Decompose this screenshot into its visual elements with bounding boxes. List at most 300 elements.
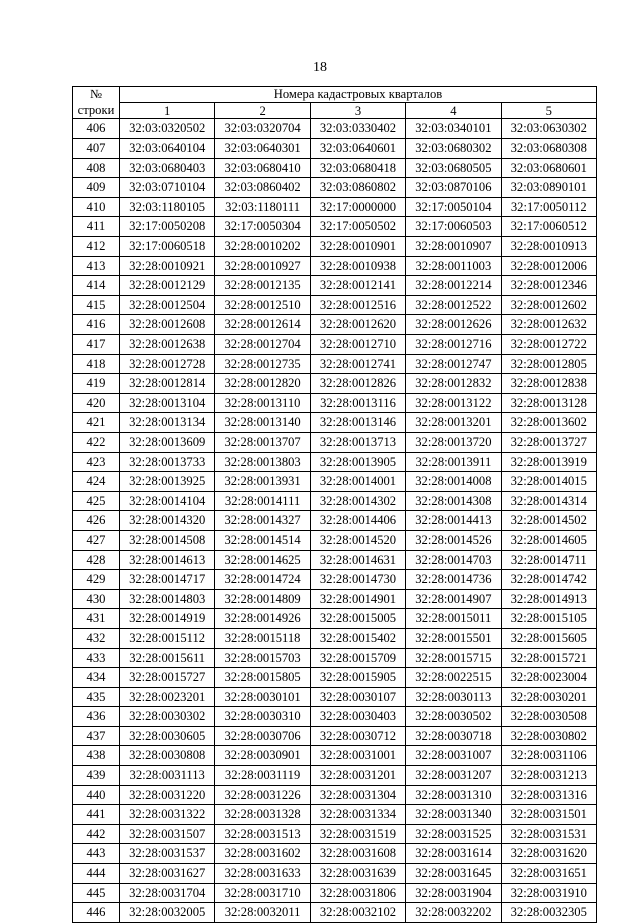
table-row [73,668,597,688]
cadastral-number-cell: 32:28:0031507 [120,824,215,844]
cadastral-number-cell: 32:28:0031537 [120,844,215,864]
column-number-4: 4 [406,103,501,119]
cadastral-number-cell: 32:28:0030802 [501,726,596,746]
cadastral-number-cell: 32:28:0031531 [501,824,596,844]
cadastral-number-cell: 32:28:0014320 [120,511,215,531]
cadastral-number-cell: 32:28:0013803 [215,452,310,472]
row-number: 413 [73,256,120,276]
cadastral-number-cell: 32:03:1180111 [215,197,310,217]
cadastral-number-cell: 32:28:0015721 [501,648,596,668]
row-number: 428 [73,550,120,570]
cadastral-number-cell: 32:28:0014327 [215,511,310,531]
cadastral-number-cell: 32:28:0030201 [501,687,596,707]
cadastral-number-cell: 32:28:0013128 [501,393,596,413]
cadastral-number-cell: 32:28:0015105 [501,609,596,629]
cadastral-number-cell: 32:28:0013931 [215,472,310,492]
cadastral-number-cell: 32:28:0014605 [501,530,596,550]
row-number: 444 [73,864,120,884]
row-number: 432 [73,628,120,648]
table-row [73,393,597,413]
row-number: 436 [73,707,120,727]
cadastral-number-cell: 32:17:0050304 [215,217,310,237]
cadastral-number-cell: 32:28:0014717 [120,570,215,590]
cadastral-number-cell: 32:28:0015805 [215,668,310,688]
cadastral-number-cell: 32:03:1180105 [120,197,215,217]
cadastral-number-cell: 32:03:0640601 [310,139,405,159]
cadastral-number-cell: 32:28:0031113 [120,766,215,786]
cadastral-number-cell: 32:28:0031106 [501,746,596,766]
row-number: 417 [73,335,120,355]
cadastral-number-cell: 32:28:0014308 [406,491,501,511]
table-row [73,844,597,864]
row-number: 429 [73,570,120,590]
cadastral-number-cell: 32:28:0031904 [406,883,501,903]
cadastral-number-cell: 32:17:0050104 [406,197,501,217]
cadastral-number-cell: 32:28:0014111 [215,491,310,511]
cadastral-number-cell: 32:28:0014008 [406,472,501,492]
cadastral-number-cell: 32:28:0015703 [215,648,310,668]
cadastral-number-cell: 32:28:0014526 [406,530,501,550]
cadastral-number-cell: 32:28:0012632 [501,315,596,335]
cadastral-number-cell: 32:28:0031614 [406,844,501,864]
row-number: 422 [73,432,120,452]
cadastral-number-cell: 32:28:0014015 [501,472,596,492]
column-number-5: 5 [501,103,596,119]
cadastral-number-cell: 32:17:0000000 [310,197,405,217]
table-row [73,158,597,178]
table-row [73,805,597,825]
cadastral-number-cell: 32:28:0031328 [215,805,310,825]
table-row [73,413,597,433]
cadastral-number-cell: 32:28:0031007 [406,746,501,766]
cadastral-number-cell: 32:28:0012626 [406,315,501,335]
cadastral-number-cell: 32:28:0010907 [406,237,501,257]
cadastral-number-cell: 32:28:0011003 [406,256,501,276]
table-row [73,766,597,786]
cadastral-number-cell: 32:28:0013919 [501,452,596,472]
cadastral-number-cell: 32:28:0031710 [215,883,310,903]
cadastral-number-cell: 32:28:0022515 [406,668,501,688]
cadastral-number-cell: 32:03:0640104 [120,139,215,159]
cadastral-quarters-table [72,86,597,923]
table-row [73,119,597,139]
cadastral-number-cell: 32:28:0031513 [215,824,310,844]
cadastral-number-cell: 32:28:0012704 [215,335,310,355]
cadastral-number-cell: 32:28:0031704 [120,883,215,903]
table-row [73,589,597,609]
table-row [73,197,597,217]
cadastral-number-cell: 32:28:0014625 [215,550,310,570]
cadastral-number-cell: 32:28:0014502 [501,511,596,531]
row-number: 446 [73,903,120,923]
table-row [73,335,597,355]
row-number: 440 [73,785,120,805]
cadastral-number-cell: 32:28:0032202 [406,903,501,923]
cadastral-number-cell: 32:28:0015402 [310,628,405,648]
row-number: 424 [73,472,120,492]
row-number: 409 [73,178,120,198]
cadastral-number-cell: 32:03:0630302 [501,119,596,139]
cadastral-number-cell: 32:28:0012620 [310,315,405,335]
table-row [73,256,597,276]
cadastral-number-cell: 32:28:0032011 [215,903,310,923]
cadastral-number-cell: 32:28:0014613 [120,550,215,570]
cadastral-number-cell: 32:28:0015112 [120,628,215,648]
row-number: 407 [73,139,120,159]
cadastral-number-cell: 32:28:0031806 [310,883,405,903]
cadastral-number-cell: 32:28:0031340 [406,805,501,825]
cadastral-number-cell: 32:28:0012608 [120,315,215,335]
cadastral-number-cell: 32:28:0014520 [310,530,405,550]
row-number: 434 [73,668,120,688]
cadastral-number-cell: 32:28:0030107 [310,687,405,707]
cadastral-number-cell: 32:28:0030706 [215,726,310,746]
cadastral-number-cell: 32:28:0015501 [406,628,501,648]
row-number: 445 [73,883,120,903]
cadastral-number-cell: 32:03:0330402 [310,119,405,139]
row-number: 420 [73,393,120,413]
row-number: 412 [73,237,120,257]
table-row [73,883,597,903]
table-row [73,609,597,629]
cadastral-number-cell: 32:28:0031519 [310,824,405,844]
table-row [73,530,597,550]
cadastral-number-cell: 32:28:0015005 [310,609,405,629]
row-number: 426 [73,511,120,531]
cadastral-number-cell: 32:28:0015011 [406,609,501,629]
cadastral-number-cell: 32:28:0014314 [501,491,596,511]
cadastral-number-cell: 32:28:0031213 [501,766,596,786]
column-number-row [73,103,597,119]
table-row [73,139,597,159]
cadastral-number-cell: 32:17:0050502 [310,217,405,237]
cadastral-number-cell: 32:28:0014711 [501,550,596,570]
table-row [73,452,597,472]
cadastral-number-cell: 32:28:0014926 [215,609,310,629]
table-row [73,687,597,707]
cadastral-number-cell: 32:28:0013134 [120,413,215,433]
cadastral-number-cell: 32:28:0015118 [215,628,310,648]
table-row [73,903,597,923]
row-number: 421 [73,413,120,433]
cadastral-number-cell: 32:28:0015605 [501,628,596,648]
cadastral-number-cell: 32:28:0031525 [406,824,501,844]
cadastral-number-cell: 32:28:0030718 [406,726,501,746]
table-row [73,295,597,315]
cadastral-number-cell: 32:28:0014631 [310,550,405,570]
cadastral-number-cell: 32:28:0031602 [215,844,310,864]
cadastral-number-cell: 32:28:0012614 [215,315,310,335]
row-number: 427 [73,530,120,550]
cadastral-number-cell: 32:28:0012838 [501,374,596,394]
cadastral-number-cell: 32:28:0032305 [501,903,596,923]
cadastral-number-cell: 32:03:0860402 [215,178,310,198]
cadastral-number-cell: 32:28:0030502 [406,707,501,727]
cadastral-number-cell: 32:03:0680308 [501,139,596,159]
row-number: 425 [73,491,120,511]
cadastral-number-cell: 32:17:0060518 [120,237,215,257]
cadastral-number-cell: 32:28:0012805 [501,354,596,374]
cadastral-number-cell: 32:28:0013104 [120,393,215,413]
cadastral-number-cell: 32:28:0031334 [310,805,405,825]
cadastral-number-cell: 32:28:0030101 [215,687,310,707]
cadastral-number-cell: 32:28:0012214 [406,276,501,296]
cadastral-number-cell: 32:28:0012722 [501,335,596,355]
cadastral-number-cell: 32:03:0680403 [120,158,215,178]
cadastral-number-cell: 32:28:0015715 [406,648,501,668]
cadastral-number-cell: 32:28:0013116 [310,393,405,413]
cadastral-number-cell: 32:17:0050208 [120,217,215,237]
number-symbol: № [89,87,103,101]
cadastral-number-cell: 32:17:0050112 [501,197,596,217]
cadastral-number-cell: 32:03:0680601 [501,158,596,178]
table-row [73,570,597,590]
cadastral-number-cell: 32:28:0010913 [501,237,596,257]
cadastral-number-cell: 32:28:0030901 [215,746,310,766]
cadastral-number-cell: 32:28:0012504 [120,295,215,315]
table-row [73,374,597,394]
cadastral-number-cell: 32:28:0012141 [310,276,405,296]
column-number-3: 3 [310,103,405,119]
cadastral-number-cell: 32:28:0013713 [310,432,405,452]
cadastral-number-cell: 32:03:0710104 [120,178,215,198]
cadastral-number-cell: 32:28:0031001 [310,746,405,766]
cadastral-number-cell: 32:28:0032102 [310,903,405,923]
table-row [73,511,597,531]
row-number-header [73,87,120,119]
cadastral-number-cell: 32:28:0015905 [310,668,405,688]
row-number: 438 [73,746,120,766]
cadastral-number-cell: 32:28:0015727 [120,668,215,688]
column-number-1: 1 [120,103,215,119]
cadastral-number-cell: 32:28:0014514 [215,530,310,550]
cadastral-number-cell: 32:28:0014907 [406,589,501,609]
row-number: 408 [73,158,120,178]
cadastral-number-cell: 32:28:0014730 [310,570,405,590]
cadastral-number-cell: 32:28:0010202 [215,237,310,257]
cadastral-number-cell: 32:28:0010921 [120,256,215,276]
cadastral-number-cell: 32:28:0012747 [406,354,501,374]
row-number: 418 [73,354,120,374]
cadastral-number-cell: 32:28:0014913 [501,589,596,609]
cadastral-number-cell: 32:28:0031608 [310,844,405,864]
row-number: 437 [73,726,120,746]
cadastral-number-cell: 32:28:0012814 [120,374,215,394]
cadastral-number-cell: 32:28:0014302 [310,491,405,511]
cadastral-number-cell: 32:28:0023004 [501,668,596,688]
group-title: Номера кадастровых кварталов [120,87,597,103]
row-number: 414 [73,276,120,296]
cadastral-number-cell: 32:28:0012826 [310,374,405,394]
cadastral-number-cell: 32:28:0010901 [310,237,405,257]
cadastral-number-cell: 32:28:0031910 [501,883,596,903]
table-row [73,178,597,198]
row-number: 416 [73,315,120,335]
row-number: 423 [73,452,120,472]
cadastral-number-cell: 32:28:0012638 [120,335,215,355]
cadastral-number-cell: 32:28:0031201 [310,766,405,786]
table-body [73,119,597,922]
cadastral-number-cell: 32:28:0014406 [310,511,405,531]
cadastral-number-cell: 32:28:0031226 [215,785,310,805]
table-row [73,550,597,570]
cadastral-number-cell: 32:28:0012129 [120,276,215,296]
cadastral-number-cell: 32:28:0013911 [406,452,501,472]
cadastral-number-cell: 32:28:0013925 [120,472,215,492]
cadastral-number-cell: 32:17:0060512 [501,217,596,237]
cadastral-number-cell: 32:28:0010927 [215,256,310,276]
cadastral-number-cell: 32:28:0012346 [501,276,596,296]
cadastral-number-cell: 32:28:0013110 [215,393,310,413]
cadastral-number-cell: 32:03:0320704 [215,119,310,139]
cadastral-number-cell: 32:03:0860802 [310,178,405,198]
row-number: 410 [73,197,120,217]
cadastral-number-cell: 32:03:0890101 [501,178,596,198]
cadastral-number-cell: 32:28:0031322 [120,805,215,825]
table-row [73,432,597,452]
cadastral-number-cell: 32:28:0014919 [120,609,215,629]
cadastral-number-cell: 32:28:0014901 [310,589,405,609]
row-number: 430 [73,589,120,609]
cadastral-number-cell: 32:28:0014104 [120,491,215,511]
row-number: 419 [73,374,120,394]
cadastral-number-cell: 32:28:0013140 [215,413,310,433]
table-row [73,354,597,374]
cadastral-number-cell: 32:17:0060503 [406,217,501,237]
cadastral-number-cell: 32:28:0015611 [120,648,215,668]
table-row [73,237,597,257]
row-number: 431 [73,609,120,629]
cadastral-number-cell: 32:03:0340101 [406,119,501,139]
row-label: строки [77,102,115,117]
cadastral-number-cell: 32:03:0680302 [406,139,501,159]
row-number: 406 [73,119,120,139]
cadastral-number-cell: 32:28:0030605 [120,726,215,746]
table-row [73,491,597,511]
page-number: 18 [313,60,327,75]
cadastral-number-cell: 32:28:0010938 [310,256,405,276]
cadastral-number-cell: 32:28:0013146 [310,413,405,433]
cadastral-number-cell: 32:28:0014742 [501,570,596,590]
cadastral-number-cell: 32:28:0031633 [215,864,310,884]
cadastral-number-cell: 32:28:0031645 [406,864,501,884]
table-row [73,276,597,296]
column-number-2: 2 [215,103,310,119]
row-number: 439 [73,766,120,786]
table-row [73,785,597,805]
table-row [73,746,597,766]
table-row [73,315,597,335]
cadastral-number-cell: 32:28:0031207 [406,766,501,786]
table-row [73,217,597,237]
cadastral-number-cell: 32:28:0014736 [406,570,501,590]
cadastral-number-cell: 32:28:0013905 [310,452,405,472]
cadastral-number-cell: 32:28:0012716 [406,335,501,355]
cadastral-number-cell: 32:28:0014803 [120,589,215,609]
cadastral-number-cell: 32:28:0012728 [120,354,215,374]
cadastral-number-cell: 32:28:0031304 [310,785,405,805]
cadastral-number-cell: 32:28:0012602 [501,295,596,315]
cadastral-number-cell: 32:28:0012710 [310,335,405,355]
table-row [73,864,597,884]
cadastral-number-cell: 32:28:0012522 [406,295,501,315]
cadastral-number-cell: 32:03:0870106 [406,178,501,198]
cadastral-number-cell: 32:28:0014508 [120,530,215,550]
table-row [73,472,597,492]
cadastral-number-cell: 32:28:0013609 [120,432,215,452]
cadastral-number-cell: 32:28:0014703 [406,550,501,570]
cadastral-number-cell: 32:28:0013602 [501,413,596,433]
table-row [73,628,597,648]
table-row [73,648,597,668]
table-row [73,824,597,844]
cadastral-number-cell: 32:28:0013727 [501,432,596,452]
cadastral-number-cell: 32:28:0030403 [310,707,405,727]
cadastral-number-cell: 32:28:0013707 [215,432,310,452]
cadastral-number-cell: 32:28:0013122 [406,393,501,413]
row-number: 435 [73,687,120,707]
cadastral-number-cell: 32:28:0031501 [501,805,596,825]
cadastral-number-cell: 32:28:0012516 [310,295,405,315]
cadastral-number-cell: 32:28:0013733 [120,452,215,472]
table-row [73,726,597,746]
row-number: 433 [73,648,120,668]
cadastral-number-cell: 32:03:0680418 [310,158,405,178]
cadastral-number-cell: 32:28:0032005 [120,903,215,923]
cadastral-number-cell: 32:03:0320502 [120,119,215,139]
row-number: 415 [73,295,120,315]
cadastral-number-cell: 32:28:0012832 [406,374,501,394]
cadastral-number-cell: 32:28:0014001 [310,472,405,492]
cadastral-number-cell: 32:28:0031627 [120,864,215,884]
cadastral-number-cell: 32:28:0023201 [120,687,215,707]
row-number: 442 [73,824,120,844]
cadastral-number-cell: 32:28:0015709 [310,648,405,668]
cadastral-number-cell: 32:28:0030302 [120,707,215,727]
cadastral-number-cell: 32:28:0013720 [406,432,501,452]
cadastral-number-cell: 32:28:0030508 [501,707,596,727]
cadastral-number-cell: 32:28:0031620 [501,844,596,864]
cadastral-number-cell: 32:28:0030808 [120,746,215,766]
cadastral-number-cell: 32:28:0013201 [406,413,501,433]
cadastral-number-cell: 32:28:0031316 [501,785,596,805]
cadastral-number-cell: 32:28:0031639 [310,864,405,884]
cadastral-number-cell: 32:28:0030712 [310,726,405,746]
table-row [73,707,597,727]
cadastral-number-cell: 32:28:0014724 [215,570,310,590]
cadastral-number-cell: 32:28:0030113 [406,687,501,707]
cadastral-number-cell: 32:03:0640301 [215,139,310,159]
cadastral-number-cell: 32:28:0012006 [501,256,596,276]
cadastral-number-cell: 32:28:0012820 [215,374,310,394]
row-number: 443 [73,844,120,864]
cadastral-number-cell: 32:28:0012135 [215,276,310,296]
cadastral-number-cell: 32:28:0012741 [310,354,405,374]
cadastral-number-cell: 32:28:0031220 [120,785,215,805]
cadastral-number-cell: 32:28:0030310 [215,707,310,727]
cadastral-number-cell: 32:28:0031119 [215,766,310,786]
cadastral-number-cell: 32:28:0031310 [406,785,501,805]
cadastral-number-cell: 32:03:0680410 [215,158,310,178]
cadastral-number-cell: 32:28:0012735 [215,354,310,374]
row-number: 441 [73,805,120,825]
cadastral-number-cell: 32:28:0031651 [501,864,596,884]
row-number: 411 [73,217,120,237]
cadastral-number-cell: 32:28:0014413 [406,511,501,531]
cadastral-number-cell: 32:28:0012510 [215,295,310,315]
cadastral-number-cell: 32:28:0014809 [215,589,310,609]
cadastral-number-cell: 32:03:0680505 [406,158,501,178]
